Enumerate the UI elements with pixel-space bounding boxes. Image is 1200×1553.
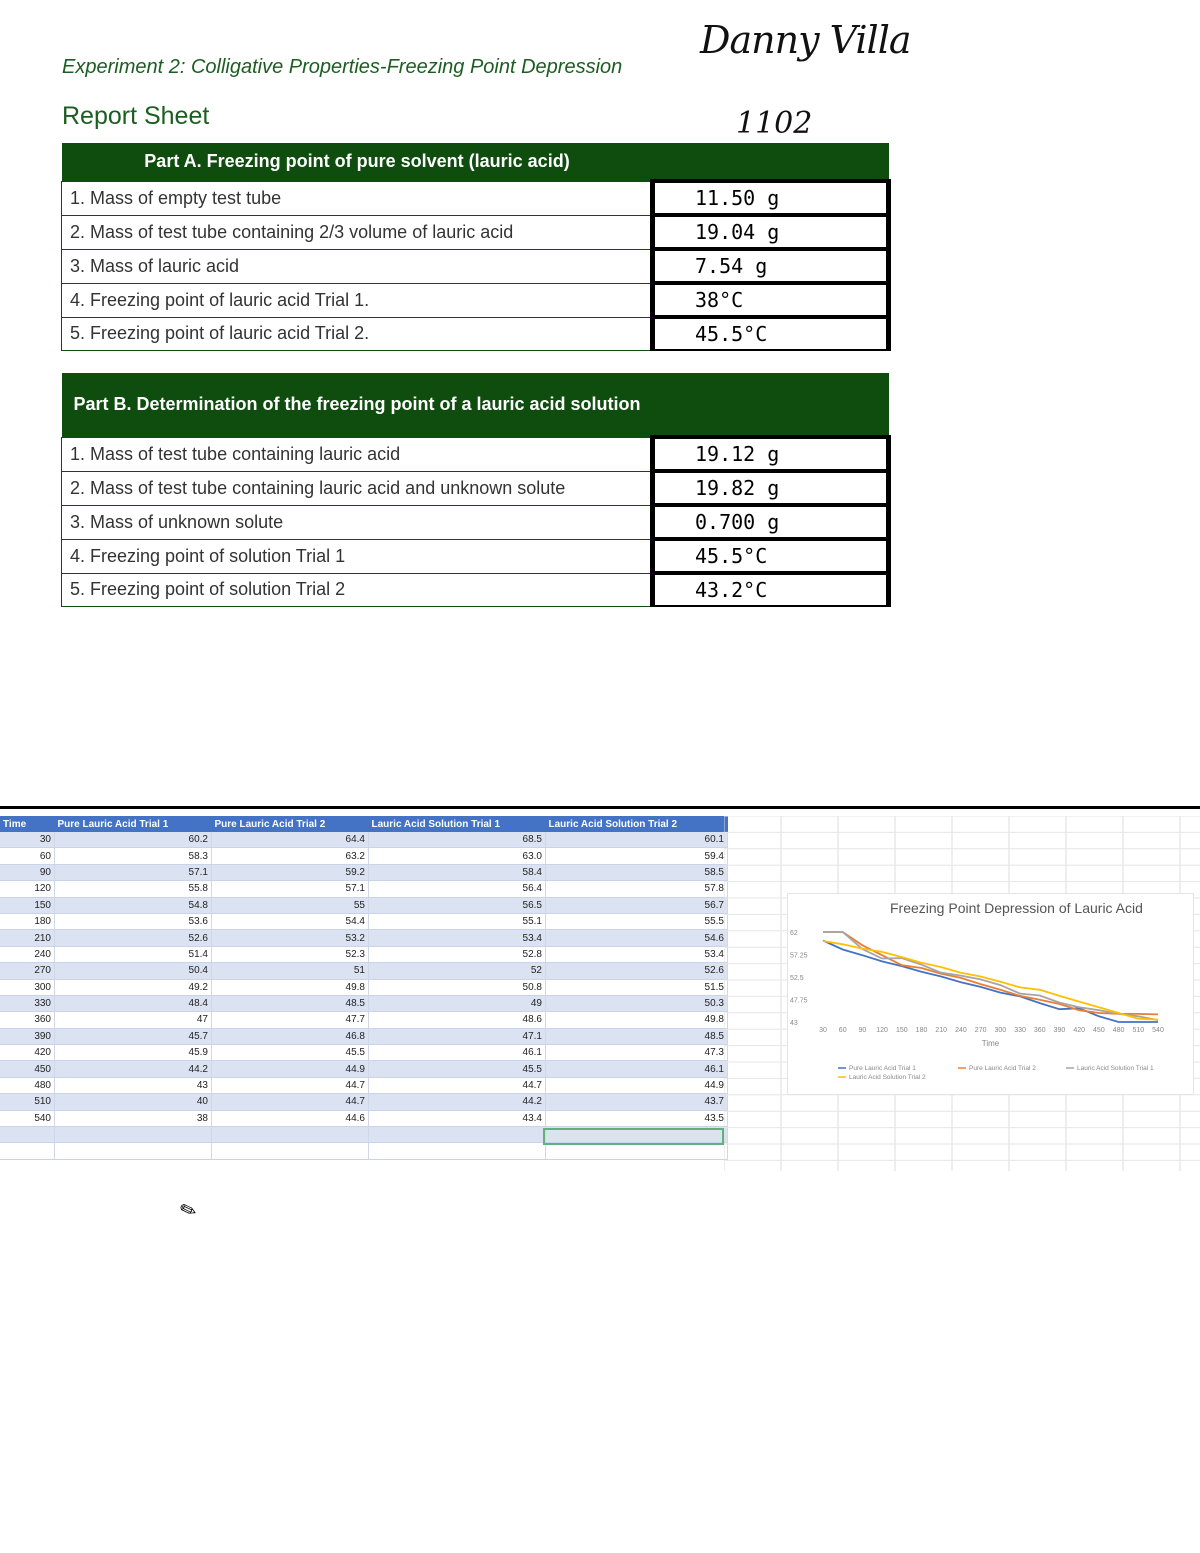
row-label: 5. Freezing point of lauric acid Trial 2. xyxy=(62,317,653,350)
table-row xyxy=(0,832,728,848)
divider xyxy=(0,806,1200,809)
table-row xyxy=(62,505,889,539)
table-row xyxy=(0,897,728,913)
table-row xyxy=(62,471,889,505)
answer-field[interactable]: 45.5°C xyxy=(653,317,889,350)
table-cell[interactable]: 55.8 xyxy=(55,881,212,897)
x-tick-label: 360 xyxy=(1033,1027,1046,1034)
answer-field[interactable]: 0.700 g xyxy=(653,505,889,539)
table-cell[interactable] xyxy=(55,1143,212,1159)
table-cell[interactable]: 44.2 xyxy=(369,1094,546,1110)
table-cell[interactable]: 44.6 xyxy=(212,1110,369,1126)
x-tick-label: 330 xyxy=(1014,1027,1026,1034)
table-cell[interactable]: 480 xyxy=(0,1077,55,1093)
row-label: 1. Mass of test tube containing lauric acid xyxy=(62,437,653,471)
column-header[interactable]: Pure Lauric Acid Trial 2 xyxy=(212,816,369,832)
y-tick-label: 47.75 xyxy=(790,997,808,1005)
table-cell[interactable]: 43.5 xyxy=(546,1110,728,1126)
legend-entry: Lauric Acid Solution Trial 2 xyxy=(849,1074,926,1081)
column-header[interactable]: Time xyxy=(0,816,55,832)
y-tick-label: 52.5 xyxy=(790,975,804,982)
table-cell[interactable]: 43 xyxy=(55,1077,212,1093)
table-cell[interactable]: 47.3 xyxy=(546,1045,728,1061)
row-label: 2. Mass of test tube containing 2/3 volume of lauric acid xyxy=(62,215,653,249)
table-cell[interactable]: 510 xyxy=(0,1094,55,1110)
table-row xyxy=(0,1045,728,1061)
part-a-table xyxy=(61,143,891,351)
table-cell[interactable]: 57.1 xyxy=(212,881,369,897)
series-line xyxy=(823,932,1158,1020)
legend-entry: Lauric Acid Solution Trial 1 xyxy=(1077,1065,1154,1072)
table-row xyxy=(0,1012,728,1028)
table-row xyxy=(0,946,728,962)
data-table xyxy=(0,816,728,1160)
table-cell[interactable]: 45.9 xyxy=(55,1045,212,1061)
pen-mark-icon: ✎ xyxy=(176,1197,201,1225)
table-cell[interactable]: 58.3 xyxy=(55,848,212,864)
table-cell[interactable]: 50.8 xyxy=(369,979,546,995)
table-cell[interactable]: 55.5 xyxy=(546,913,728,929)
table-row xyxy=(0,848,728,864)
table-cell[interactable]: 180 xyxy=(0,913,55,929)
table-cell[interactable]: 47.7 xyxy=(212,1012,369,1028)
table-cell[interactable] xyxy=(212,1143,369,1159)
table-row xyxy=(0,913,728,929)
table-cell[interactable]: 44.9 xyxy=(546,1077,728,1093)
row-label: 4. Freezing point of solution Trial 1 xyxy=(62,539,653,573)
table-cell[interactable]: 54.6 xyxy=(546,930,728,946)
table-cell[interactable]: 360 xyxy=(0,1012,55,1028)
table-cell[interactable]: 52 xyxy=(369,963,546,979)
x-axis-label: Time xyxy=(981,1039,1000,1048)
answer-field[interactable]: 7.54 g xyxy=(653,249,889,283)
table-cell[interactable]: 150 xyxy=(0,897,55,913)
table-cell[interactable]: 46.1 xyxy=(546,1061,728,1077)
part-a-heading: Part A. Freezing point of pure solvent (lauric acid) xyxy=(62,143,653,181)
x-tick-label: 210 xyxy=(935,1027,948,1034)
table-cell[interactable] xyxy=(546,1143,728,1159)
table-cell[interactable]: 63.2 xyxy=(212,848,369,864)
table-row xyxy=(62,573,889,606)
y-tick-label: 43 xyxy=(790,1020,798,1027)
y-tick-label: 57.25 xyxy=(790,952,808,960)
table-row xyxy=(0,930,728,946)
table-cell[interactable]: 52.3 xyxy=(212,946,369,962)
x-tick-label: 150 xyxy=(895,1027,908,1034)
table-row xyxy=(0,864,728,880)
table-cell[interactable]: 40 xyxy=(55,1094,212,1110)
table-cell[interactable]: 38 xyxy=(55,1110,212,1126)
table-cell[interactable]: 53.6 xyxy=(55,913,212,929)
column-header[interactable]: Pure Lauric Acid Trial 1 xyxy=(55,816,212,832)
table-cell[interactable]: 51.5 xyxy=(546,979,728,995)
answer-field[interactable]: 19.82 g xyxy=(653,471,889,505)
table-cell[interactable] xyxy=(369,1127,546,1143)
table-cell[interactable]: 240 xyxy=(0,946,55,962)
table-cell[interactable]: 53.4 xyxy=(546,946,728,962)
x-tick-label: 240 xyxy=(955,1027,967,1034)
table-cell[interactable]: 44.7 xyxy=(369,1077,546,1093)
x-tick-label: 540 xyxy=(1152,1027,1164,1034)
table-row xyxy=(62,539,889,573)
table-cell[interactable]: 44.9 xyxy=(212,1061,369,1077)
table-cell[interactable]: 120 xyxy=(0,881,55,897)
table-row xyxy=(0,963,728,979)
part-b-table xyxy=(61,373,891,607)
table-row xyxy=(62,249,889,283)
table-cell[interactable]: 210 xyxy=(0,930,55,946)
table-cell[interactable] xyxy=(0,1127,55,1143)
table-cell[interactable]: 57.8 xyxy=(546,881,728,897)
table-cell[interactable]: 44.7 xyxy=(212,1077,369,1093)
table-cell[interactable]: 53.2 xyxy=(212,930,369,946)
report-sheet-heading: Report Sheet xyxy=(62,102,210,130)
table-cell[interactable]: 58.5 xyxy=(546,864,728,880)
table-row xyxy=(62,317,889,350)
x-tick-label: 510 xyxy=(1132,1027,1145,1034)
column-header[interactable]: Lauric Acid Solution Trial 2 xyxy=(546,816,728,832)
table-cell[interactable]: 48.5 xyxy=(546,1028,728,1044)
selected-cell[interactable] xyxy=(543,1128,724,1145)
row-label: 4. Freezing point of lauric acid Trial 1. xyxy=(62,283,653,317)
x-tick-label: 60 xyxy=(838,1027,847,1034)
table-cell[interactable]: 56.5 xyxy=(369,897,546,913)
table-cell[interactable]: 540 xyxy=(0,1110,55,1126)
table-cell[interactable]: 57.1 xyxy=(55,864,212,880)
table-cell[interactable]: 48.4 xyxy=(55,995,212,1011)
data-table-body xyxy=(0,832,728,1159)
part-b-heading-fill xyxy=(653,373,889,437)
table-row xyxy=(0,1094,728,1110)
table-row xyxy=(62,181,889,215)
table-cell[interactable] xyxy=(369,1143,546,1159)
table-cell[interactable]: 47 xyxy=(55,1012,212,1028)
table-cell[interactable]: 68.5 xyxy=(369,832,546,848)
table-cell[interactable]: 56.4 xyxy=(369,881,546,897)
x-tick-label: 270 xyxy=(974,1027,987,1034)
series-line xyxy=(823,932,1158,1014)
x-tick-label: 480 xyxy=(1112,1027,1125,1034)
table-cell[interactable]: 53.4 xyxy=(369,930,546,946)
table-cell[interactable]: 55 xyxy=(212,897,369,913)
table-cell[interactable]: 45.5 xyxy=(369,1061,546,1077)
table-cell[interactable]: 46.8 xyxy=(212,1028,369,1044)
table-cell[interactable]: 58.4 xyxy=(369,864,546,880)
table-cell[interactable]: 46.1 xyxy=(369,1045,546,1061)
table-cell[interactable]: 44.2 xyxy=(55,1061,212,1077)
table-cell[interactable]: 90 xyxy=(0,864,55,880)
x-tick-label: 30 xyxy=(819,1027,827,1034)
column-header[interactable]: Lauric Acid Solution Trial 1 xyxy=(369,816,546,832)
table-cell[interactable] xyxy=(55,1127,212,1143)
table-row xyxy=(0,1028,728,1044)
table-cell[interactable]: 64.4 xyxy=(212,832,369,848)
table-cell[interactable]: 51.4 xyxy=(55,946,212,962)
line-chart xyxy=(787,893,1194,1095)
table-row xyxy=(0,979,728,995)
table-row xyxy=(0,1110,728,1126)
answer-field[interactable]: 11.50 g xyxy=(653,181,889,215)
table-row xyxy=(0,881,728,897)
table-cell[interactable]: 51 xyxy=(212,963,369,979)
table-cell[interactable] xyxy=(0,1143,55,1159)
table-cell[interactable]: 330 xyxy=(0,995,55,1011)
table-row xyxy=(62,215,889,249)
table-cell[interactable]: 270 xyxy=(0,963,55,979)
table-cell[interactable]: 59.2 xyxy=(212,864,369,880)
chart-title: Freezing Point Depression of Lauric Acid xyxy=(890,900,1143,916)
table-cell[interactable]: 390 xyxy=(0,1028,55,1044)
legend-entry: Pure Lauric Acid Trial 2 xyxy=(969,1065,1036,1072)
answer-field[interactable]: 43.2°C xyxy=(653,573,889,606)
table-cell[interactable]: 49 xyxy=(369,995,546,1011)
table-cell[interactable]: 56.7 xyxy=(546,897,728,913)
table-cell[interactable]: 52.8 xyxy=(369,946,546,962)
table-cell[interactable]: 300 xyxy=(0,979,55,995)
x-tick-label: 120 xyxy=(876,1027,888,1034)
table-cell[interactable]: 45.7 xyxy=(55,1028,212,1044)
part-a-heading-fill xyxy=(653,143,889,181)
y-tick-label: 62 xyxy=(790,930,798,937)
table-cell[interactable]: 43.7 xyxy=(546,1094,728,1110)
table-cell[interactable]: 63.0 xyxy=(369,848,546,864)
table-cell[interactable]: 47.1 xyxy=(369,1028,546,1044)
table-cell[interactable]: 52.6 xyxy=(546,963,728,979)
table-cell[interactable]: 44.7 xyxy=(212,1094,369,1110)
table-cell[interactable]: 60 xyxy=(0,848,55,864)
x-tick-label: 390 xyxy=(1053,1027,1066,1034)
table-cell[interactable]: 50.4 xyxy=(55,963,212,979)
table-row xyxy=(0,1143,728,1159)
table-row xyxy=(0,995,728,1011)
table-row xyxy=(62,283,889,317)
table-row xyxy=(0,1061,728,1077)
x-tick-label: 420 xyxy=(1073,1027,1086,1034)
handwritten-signature: Danny Villa xyxy=(700,18,911,62)
x-tick-label: 450 xyxy=(1093,1027,1105,1034)
table-cell[interactable]: 48.5 xyxy=(212,995,369,1011)
table-cell[interactable]: 54.8 xyxy=(55,897,212,913)
table-cell[interactable]: 49.8 xyxy=(546,1012,728,1028)
row-label: 2. Mass of test tube containing lauric acid and unknown solute xyxy=(62,471,653,505)
table-cell[interactable]: 50.3 xyxy=(546,995,728,1011)
table-cell[interactable]: 45.5 xyxy=(212,1045,369,1061)
row-label: 3. Mass of lauric acid xyxy=(62,249,653,283)
table-cell[interactable]: 55.1 xyxy=(369,913,546,929)
document-title: Experiment 2: Colligative Properties-Freezing Point Depression xyxy=(62,56,623,78)
row-label: 5. Freezing point of solution Trial 2 xyxy=(62,573,653,606)
handwritten-section-number: 1102 xyxy=(736,106,813,141)
answer-field[interactable]: 38°C xyxy=(653,283,889,317)
answer-field[interactable]: 45.5°C xyxy=(653,539,889,573)
table-cell[interactable]: 30 xyxy=(0,832,55,848)
table-cell[interactable]: 49.2 xyxy=(55,979,212,995)
answer-field[interactable]: 19.12 g xyxy=(653,437,889,471)
table-cell[interactable]: 54.4 xyxy=(212,913,369,929)
table-cell[interactable]: 52.6 xyxy=(55,930,212,946)
table-cell[interactable]: 450 xyxy=(0,1061,55,1077)
x-tick-label: 300 xyxy=(994,1027,1007,1034)
table-cell[interactable]: 60.2 xyxy=(55,832,212,848)
answer-field[interactable]: 19.04 g xyxy=(653,215,889,249)
series-line xyxy=(823,941,1158,1020)
x-tick-label: 90 xyxy=(858,1027,867,1034)
table-cell[interactable] xyxy=(212,1127,369,1143)
table-cell[interactable]: 60.1 xyxy=(546,832,728,848)
legend-entry: Pure Lauric Acid Trial 1 xyxy=(849,1065,916,1072)
row-label: 1. Mass of empty test tube xyxy=(62,181,653,215)
table-row xyxy=(0,1077,728,1093)
part-b-heading: Part B. Determination of the freezing point of a lauric acid solution xyxy=(62,373,653,437)
table-cell[interactable]: 43.4 xyxy=(369,1110,546,1126)
table-cell[interactable]: 48.6 xyxy=(369,1012,546,1028)
x-tick-label: 180 xyxy=(915,1027,928,1034)
table-cell[interactable]: 49.8 xyxy=(212,979,369,995)
table-row xyxy=(62,437,889,471)
table-header-row xyxy=(0,816,728,832)
table-cell[interactable]: 420 xyxy=(0,1045,55,1061)
row-label: 3. Mass of unknown solute xyxy=(62,505,653,539)
table-cell[interactable]: 59.4 xyxy=(546,848,728,864)
